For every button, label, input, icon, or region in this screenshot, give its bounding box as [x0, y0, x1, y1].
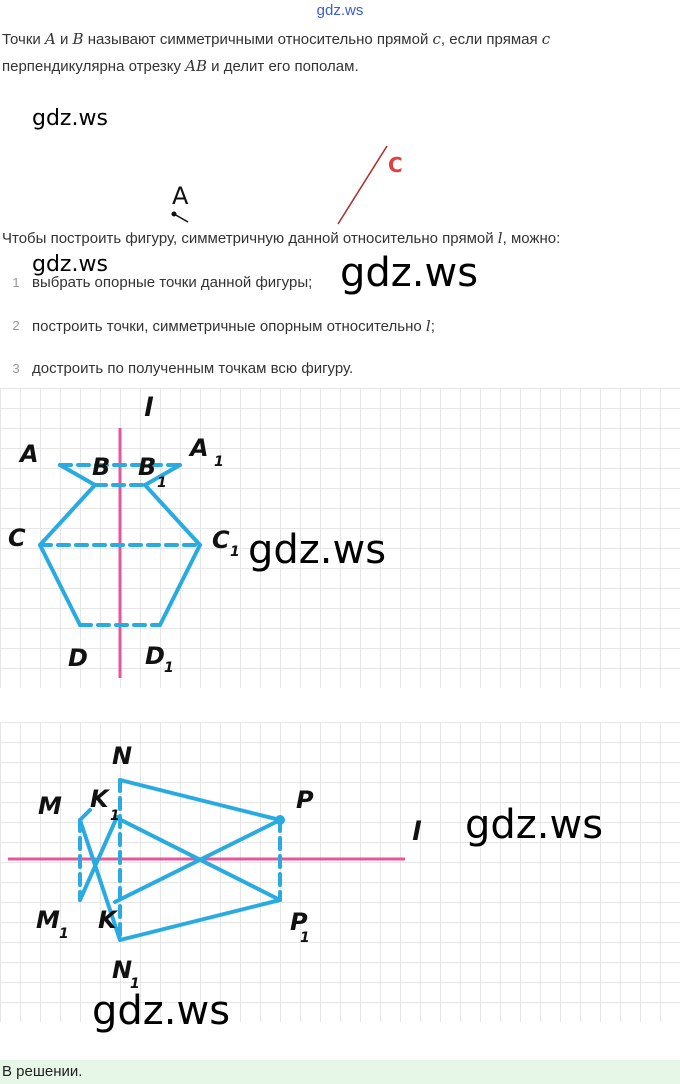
def-text-4: перпендикулярна отрезку	[2, 58, 186, 75]
step-number: 2	[12, 318, 20, 333]
math-a: A	[44, 30, 56, 48]
polygon-drawing	[0, 722, 680, 1022]
watermark: gdz.ws	[248, 527, 387, 573]
step-text-main: построить точки, симметричные опорным относительно	[32, 318, 426, 335]
def-text-3: , если прямая	[440, 31, 542, 48]
label-sub: 1	[300, 930, 310, 946]
segment-np	[120, 780, 280, 820]
segment-c1d1	[160, 545, 200, 625]
segment-mk1	[80, 810, 90, 820]
math-b: B	[72, 30, 84, 48]
math-l: l	[425, 317, 431, 335]
step-number: 3	[12, 361, 20, 376]
grid-figure-polygon	[0, 722, 680, 1022]
label-a: A	[20, 440, 39, 468]
label-sub: 1	[230, 544, 240, 560]
label-k1: K	[90, 785, 109, 813]
label-sub: 1	[157, 475, 167, 491]
label-m: M	[38, 792, 62, 820]
math-ab: AB	[185, 57, 207, 75]
watermark: gdz.ws	[92, 988, 231, 1034]
label-sub: 1	[110, 808, 120, 824]
watermark: gdz.ws	[340, 250, 479, 296]
construction-paragraph	[2, 225, 560, 252]
def-text-2: называют симметричными относительно прямой	[83, 31, 433, 48]
label-c: C	[8, 524, 26, 552]
label-sub: 1	[59, 926, 69, 942]
label-m1: M	[36, 906, 60, 934]
label-a1: A	[190, 434, 209, 462]
label-l: l	[144, 393, 153, 423]
math-c: c	[432, 30, 441, 48]
answer-bar	[0, 1060, 680, 1084]
watermark: gdz.ws	[32, 252, 108, 277]
label-sub: 1	[164, 660, 174, 676]
label-d: D	[68, 644, 88, 672]
segment-n1p1	[120, 900, 280, 940]
label-b1: B	[138, 453, 157, 481]
segment-ab	[60, 465, 95, 485]
label-sub: 1	[130, 976, 140, 992]
label-d1: D	[145, 642, 165, 670]
watermark: gdz.ws	[465, 802, 604, 848]
step-text	[32, 317, 435, 335]
def-text-5: и делит его пополам.	[206, 58, 359, 75]
math-c2: c	[541, 30, 551, 48]
segment-bc	[40, 485, 95, 545]
label-b: B	[92, 453, 111, 481]
point-p	[275, 815, 285, 825]
label-sub: 1	[214, 454, 224, 470]
label-c1: C	[212, 526, 230, 554]
line-c	[338, 146, 387, 224]
label-line-c: C	[388, 153, 403, 177]
segment-cd	[40, 545, 80, 625]
label-point-a: A	[172, 182, 189, 210]
def-text-1: Точки	[2, 31, 45, 48]
step-number: 1	[12, 275, 20, 290]
label-n1: N	[112, 956, 133, 984]
label-k: K	[98, 906, 117, 934]
construct-text-b: , можно:	[502, 230, 561, 247]
label-n: N	[112, 742, 133, 770]
label-p1: P	[290, 908, 308, 936]
site-link[interactable]: gdz.ws	[316, 2, 364, 19]
label-l: l	[412, 817, 421, 847]
math-l: l	[497, 229, 503, 247]
watermark: gdz.ws	[32, 106, 108, 131]
step-text: выбрать опорные точки данной фигуры;	[32, 274, 313, 291]
answer-text: В решении.	[2, 1063, 83, 1080]
step-text-tail: ;	[430, 318, 435, 335]
point-a-tick	[174, 214, 188, 222]
definition-paragraph	[2, 26, 550, 80]
def-text-and: и	[55, 31, 73, 48]
label-p: P	[296, 786, 314, 814]
segment-b1c1	[145, 485, 200, 545]
figure-point-line	[150, 140, 410, 235]
step-text: достроить по полученным точкам всю фигуру.	[32, 360, 354, 377]
construct-text-a: Чтобы построить фигуру, симметричную данной относительно прямой	[2, 230, 498, 247]
